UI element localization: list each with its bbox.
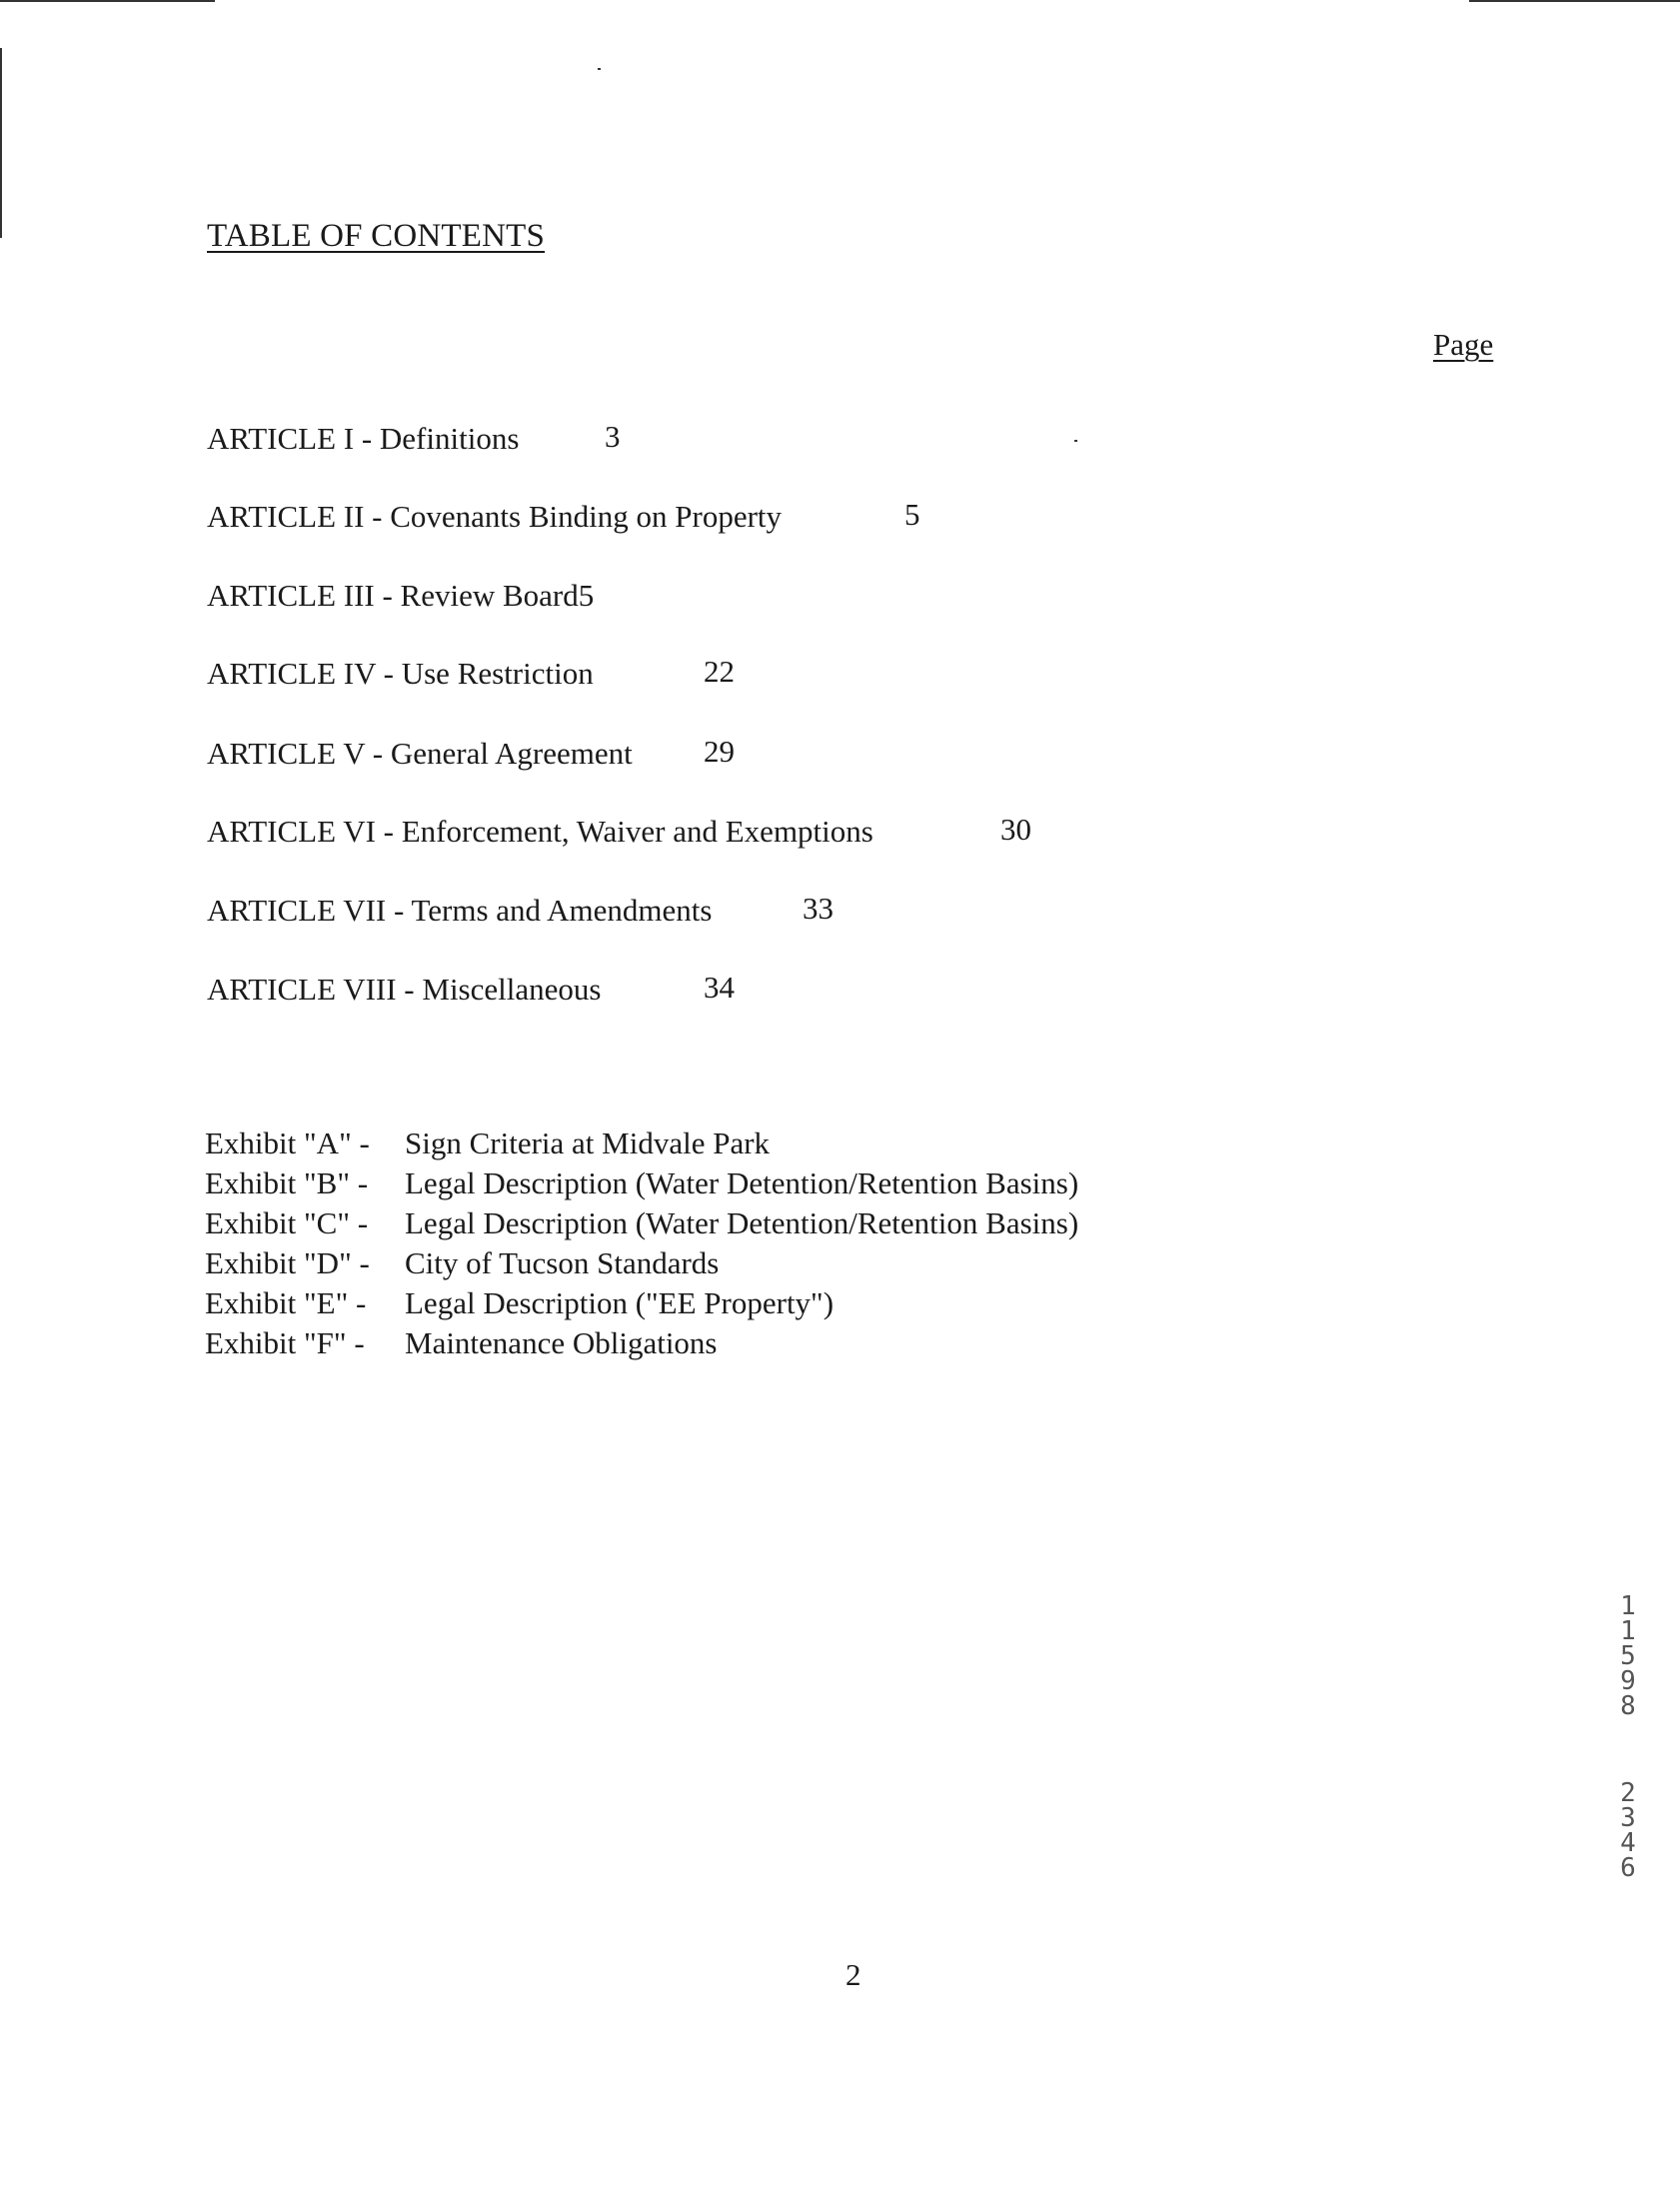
toc-entry-label: ARTICLE VI - Enforcement, Waiver and Exemptions <box>207 814 873 849</box>
exhibit-description: Legal Description (Water Detention/Retention Basins) <box>405 1205 1079 1240</box>
page-number: 2 <box>845 1957 861 1992</box>
exhibit-description: Maintenance Obligations <box>405 1325 718 1360</box>
exhibit-label: Exhibit "F" - <box>205 1325 365 1360</box>
exhibit-label: Exhibit "C" - <box>205 1205 369 1240</box>
scan-speck <box>1074 440 1077 442</box>
side-stamp-bottom: 2346 <box>1620 1778 1636 1883</box>
side-stamp <box>1613 1591 1643 1883</box>
toc-entry-label: ARTICLE IV - Use Restriction <box>207 656 594 691</box>
exhibit-label: Exhibit "D" - <box>205 1245 370 1280</box>
exhibit-description: Legal Description (Water Detention/Retention Basins) <box>405 1165 1079 1200</box>
scan-speck <box>598 68 601 70</box>
toc-entry-label: ARTICLE VII - Terms and Amendments <box>207 893 713 928</box>
scan-edge-line-left <box>0 48 2 238</box>
scan-edge-line-top-right <box>1469 0 1680 2</box>
toc-entry-label: ARTICLE VIII - Miscellaneous <box>207 972 602 1007</box>
toc-entry-label: ARTICLE V - General Agreement <box>207 736 633 771</box>
page-column-heading: Page <box>1433 327 1494 362</box>
side-stamp-top: 11598 <box>1620 1591 1636 1721</box>
page-title: TABLE OF CONTENTS <box>207 218 546 254</box>
toc-entry-page: 34 <box>704 970 735 1005</box>
toc-entry-label: ARTICLE II - Covenants Binding on Property <box>207 499 783 534</box>
exhibit-description: Legal Description ("EE Property") <box>405 1285 835 1320</box>
scan-edge-line-top-left <box>0 0 215 2</box>
toc-entry-label: ARTICLE III - Review Board5 <box>207 578 595 613</box>
toc-entry-page: 22 <box>704 654 735 689</box>
toc-entry-page: 3 <box>605 419 621 454</box>
exhibit-description: City of Tucson Standards <box>405 1245 720 1280</box>
toc-entry-page: 33 <box>803 891 834 926</box>
exhibit-label: Exhibit "E" - <box>205 1285 367 1320</box>
exhibit-label: Exhibit "B" - <box>205 1165 369 1200</box>
toc-entry-page: 30 <box>1000 812 1031 847</box>
toc-entry-label: ARTICLE I - Definitions <box>207 421 520 456</box>
exhibit-description: Sign Criteria at Midvale Park <box>405 1125 771 1160</box>
toc-entry-page: 5 <box>904 497 920 532</box>
toc-entry-page: 29 <box>704 734 735 769</box>
exhibit-label: Exhibit "A" - <box>205 1125 370 1160</box>
